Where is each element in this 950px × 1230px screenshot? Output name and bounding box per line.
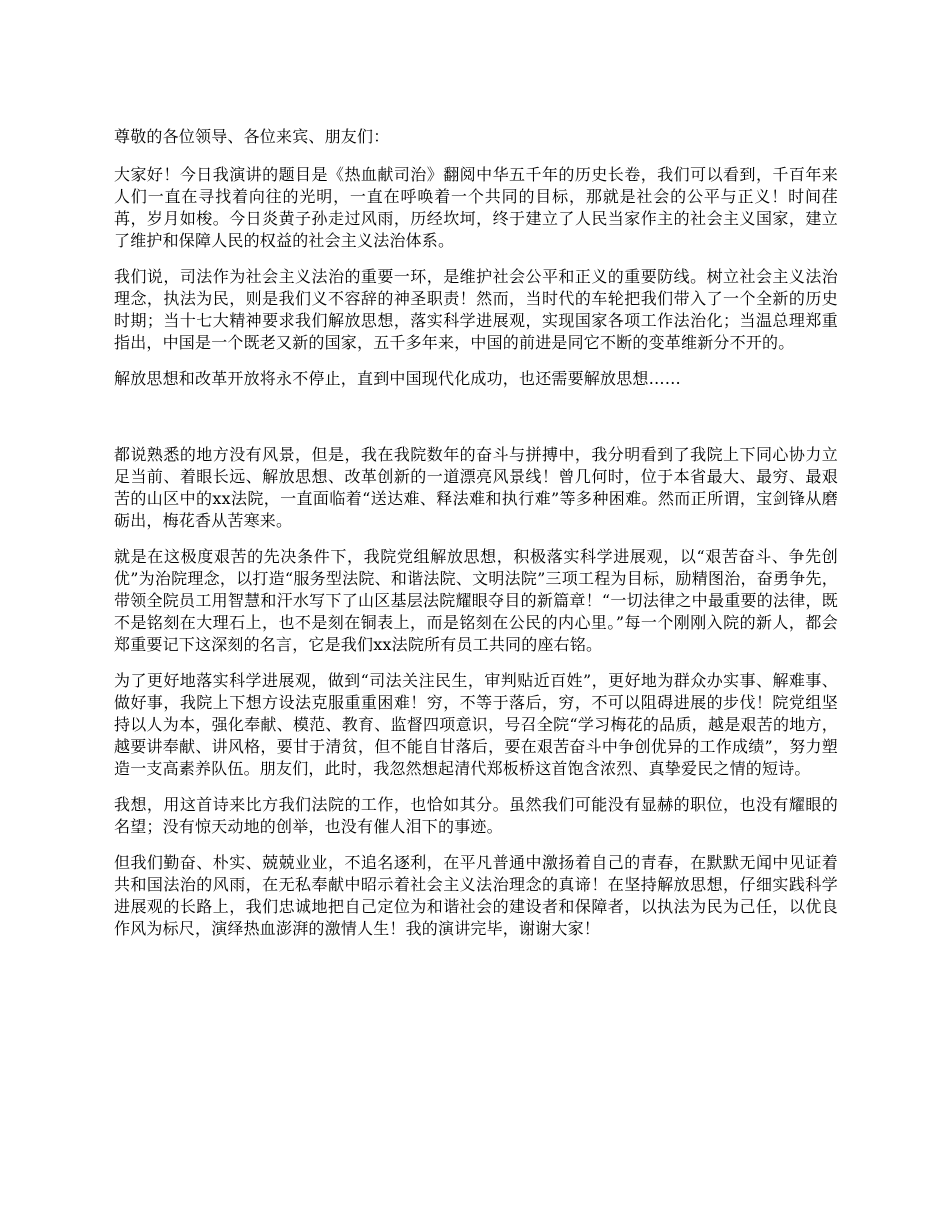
paragraph-7: 我想，用这首诗来比方我们法院的工作，也恰如其分。虽然我们可能没有显赫的职位，也没有耀眼的名望；没有惊天动地的创举，也没有催人泪下的事迹。: [114, 795, 838, 836]
paragraph-2: 我们说，司法作为社会主义法治的重要一环，是维护社会公平和正义的重要防线。树立社会主义法治理念，执法为民，则是我们义不容辞的神圣职责！然而，当时代的车轮把我们带入了一个全新的历史时期；当十七大精神要求我们解放思想，落实科学进展观，实现国家各项工作法治化；当温总理郑重指出，中国是一个既老又新的国家，五千多年来，中国的前进是同它不断的变革维新分不开的。: [114, 267, 838, 352]
greeting: 尊敬的各位领导、各位来宾、朋友们：: [114, 127, 390, 146]
paragraph-6: 为了更好地落实科学进展观，做到“司法关注民生，审判贴近百姓”，更好地为群众办实事、解难事、做好事，我院上下想方设法克服重重困难！穷，不等于落后，穷，不可以阻碍进展的步伐！院党组坚持以人为本，强化奉献、模范、教育、监督四项意识，号召全院“学习梅花的品质，越是艰苦的地方，越要讲奉献、讲风格，要甘于清贫，但不能自甘落后，要在艰苦奋斗中争创优异的工作成绩”，努力塑造一支高素养队伍。朋友们，此时，我忽然想起清代郑板桥这首饱含浓烈、真挚爱民之情的短诗。: [114, 671, 838, 778]
section-gap: [114, 404, 838, 444]
paragraph-1: 大家好！今日我演讲的题目是《热血献司治》翻阅中华五千年的历史长卷，我们可以看到，千百年来人们一直在寻找着向往的光明，一直在呼唤着一个共同的目标，那就是社会的公平与正义！时间荏苒，岁月如梭。今日炎黄子孙走过风雨，历经坎坷，终于建立了人民当家作主的社会主义国家，建立了维护和保障人民的权益的社会主义法治体系。: [114, 165, 838, 250]
paragraph-4: 都说熟悉的地方没有风景，但是，我在我院数年的奋斗与拼搏中，我分明看到了我院上下同心协力立足当前、着眼长远、解放思想、改革创新的一道漂亮风景线！曾几何时，位于本省最大、最穷、最艰苦的山区中的xx法院，一直面临着“送达难、释法难和执行难”等多种困难。然而正所谓，宝剑锋从磨砺出，梅花香从苦寒来。: [114, 445, 838, 530]
paragraph-3: 解放思想和改革开放将永不停止，直到中国现代化成功，也还需要解放思想……: [114, 369, 682, 388]
document-body: [114, 126, 838, 954]
paragraph-8: 但我们勤奋、朴实、兢兢业业，不追名逐利，在平凡普通中激扬着自己的青春，在默默无闻中见证着共和国法治的风雨，在无私奉献中昭示着社会主义法治理念的真谛！在坚持解放思想，仔细实践科学进展观的长路上，我们忠诚地把自己定位为和谐社会的建设者和保障者，以执法为民为己任，以优良作风为标尺，演绎热血澎湃的激情人生！我的演讲完毕，谢谢大家！: [114, 853, 838, 938]
paragraph-5: 就是在这极度艰苦的先决条件下，我院党组解放思想，积极落实科学进展观，以“艰苦奋斗、争先创优”为治院理念，以打造“服务型法院、和谐法院、文明法院”三项工程为目标，励精图治，奋勇争先，带领全院员工用智慧和汗水写下了山区基层法院耀眼夺目的新篇章！“一切法律之中最重要的法律，既不是铭刻在大理石上，也不是刻在铜表上，而是铭刻在公民的内心里。”每一个刚刚入院的新人，都会郑重要记下这深刻的名言，它是我们xx法院所有员工共同的座右铭。: [114, 547, 838, 654]
